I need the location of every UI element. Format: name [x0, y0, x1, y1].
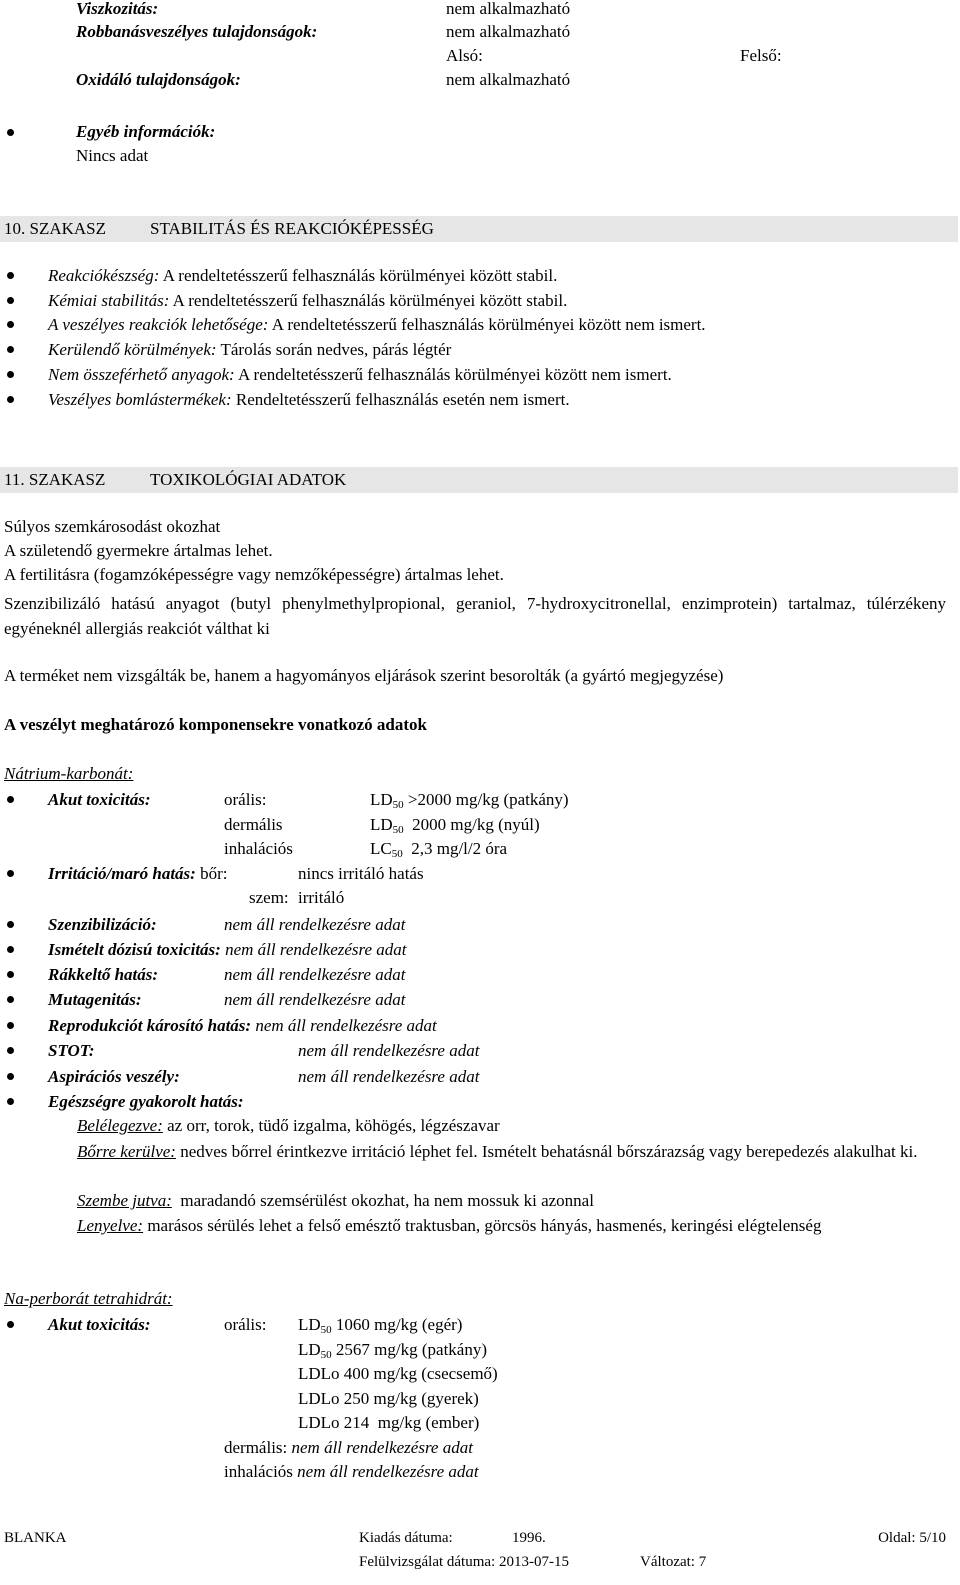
product-name: BLANKA: [4, 1530, 67, 1546]
health-effects-label: Egészségre gyakorolt hatás:: [48, 1092, 244, 1111]
mutagenicity-value: nem áll rendelkezésre adat: [224, 990, 406, 1009]
oral-value-3: LDLo 400 mg/kg (csecsemő): [298, 1364, 498, 1383]
stot-label: STOT:: [48, 1041, 95, 1060]
revision-date: Felülvizsgálat dátuma: 2013-07-15: [359, 1554, 569, 1570]
oral-value-5: LDLo 214 mg/kg (ember): [298, 1413, 480, 1432]
bullet-icon: [7, 272, 14, 279]
components-heading: A veszélyt meghatározó komponensekre vonatkozó adatok: [4, 715, 427, 734]
bullet-icon: [7, 946, 14, 953]
section-10-header: [0, 216, 958, 242]
skin-contact-row: Bőrre kerülve: nedves bőrrel érintkezve irritáció léphet fel. Ismételt behatásnál bőrszárazság vagy berepedezés alakulhat ki.: [77, 1142, 918, 1161]
list-item: Veszélyes bomlástermékek: Rendeltetésszerű felhasználás esetén nem ismert.: [48, 390, 570, 409]
inhalation-value: $LC_{50}$ 2,3 mg/l/2 óra: [370, 839, 508, 860]
sensitization-value: nem áll rendelkezésre adat: [224, 915, 406, 934]
oral-value-1: $LD_{50}$ 1060 mg/kg (egér): [298, 1315, 463, 1336]
route-oral: orális:: [224, 790, 267, 809]
irritation-row: Irritáció/maró hatás: bőr:: [48, 864, 228, 883]
text-line: A fertilitásra (fogamzóképességre vagy nemzőképességre) ártalmas lehet.: [4, 565, 504, 584]
section-11-header: [0, 467, 958, 493]
route-oral: orális:: [224, 1315, 267, 1334]
list-item: Kémiai stabilitás: A rendeltetésszerű felhasználás körülményei között stabil.: [48, 291, 568, 310]
bullet-icon: [7, 921, 14, 928]
eye-label: szem:: [249, 888, 289, 907]
list-item: Reakciókészség: A rendeltetésszerű felhasználás körülményei között stabil.: [48, 266, 558, 285]
route-inhalation: inhalációs: [224, 839, 293, 858]
upper-limit-label: Felső:: [740, 46, 782, 65]
bullet-icon: [7, 1047, 14, 1054]
page-number: Oldal: 5/10: [878, 1530, 946, 1546]
substance-name: Na-perborát tetrahidrát:: [4, 1289, 173, 1308]
oxidizing-value: nem alkalmazható: [446, 70, 571, 89]
oxidizing-label: Oxidáló tulajdonságok:: [76, 70, 241, 89]
explosive-value: nem alkalmazható: [446, 22, 571, 41]
bullet-icon: [7, 1022, 14, 1029]
bullet-icon: [7, 297, 14, 304]
explosive-label: Robbanásveszélyes tulajdonságok:: [76, 22, 318, 41]
bullet-icon: [7, 396, 14, 403]
oral-value-2: $LD_{50}$ 2567 mg/kg (patkány): [298, 1340, 488, 1361]
section-10-title: STABILITÁS ÉS REAKCIÓKÉPESSÉG: [150, 219, 434, 238]
bullet-icon: [7, 346, 14, 353]
carcinogenicity-label: Rákkeltő hatás:: [48, 965, 159, 984]
sensitization-label: Szenzibilizáció:: [48, 915, 157, 934]
eye-value: irritáló: [298, 888, 345, 907]
carcinogenicity-value: nem áll rendelkezésre adat: [224, 965, 406, 984]
substance-name: Nátrium-karbonát:: [4, 764, 134, 783]
inhalation-row: inhalációs nem áll rendelkezésre adat: [224, 1462, 479, 1481]
list-item: Kerülendő körülmények: Tárolás során nedves, párás légtér: [48, 340, 452, 359]
bullet-icon: [7, 971, 14, 978]
dermal-row: dermális: nem áll rendelkezésre adat: [224, 1438, 473, 1457]
acute-toxicity-label: Akut toxicitás:: [48, 790, 151, 809]
issue-date-label: Kiadás dátuma:: [359, 1530, 453, 1546]
ingestion-row: Lenyelve: marásos sérülés lehet a felső emésztő traktusban, görcsös hányás, hasmenés, keringési elégtelenség: [77, 1216, 822, 1235]
bullet-icon: [7, 1321, 14, 1328]
bullet-icon: [7, 1098, 14, 1105]
version: Változat: 7: [640, 1554, 707, 1570]
bullet-icon: [7, 1073, 14, 1080]
aspiration-label: Aspirációs veszély:: [48, 1067, 180, 1086]
aspiration-value: nem áll rendelkezésre adat: [298, 1067, 480, 1086]
bullet-icon: [7, 321, 14, 328]
issue-date-value: 1996.: [512, 1530, 546, 1546]
acute-toxicity-label: Akut toxicitás:: [48, 1315, 151, 1334]
section-11-title: TOXIKOLÓGIAI ADATOK: [150, 470, 347, 489]
inhaled-row: Belélegezve: az orr, torok, tüdő izgalma, köhögés, légzészavar: [77, 1116, 500, 1135]
eye-contact-row: Szembe jutva: maradandó szemsérülést okozhat, ha nem mossuk ki azonnal: [77, 1191, 594, 1210]
reproductive-row: Reprodukciót károsító hatás: nem áll rendelkezésre adat: [48, 1016, 437, 1035]
lower-limit-label: Alsó:: [446, 46, 483, 65]
bullet-icon: [7, 371, 14, 378]
bullet-icon: [7, 996, 14, 1003]
oral-value-4: LDLo 250 mg/kg (gyerek): [298, 1389, 479, 1408]
text-line: Súlyos szemkárosodást okozhat: [4, 517, 221, 536]
bullet-icon: [7, 129, 14, 136]
bullet-icon: [7, 870, 14, 877]
text-line: A születendő gyermekre ártalmas lehet.: [4, 541, 273, 560]
dermal-value: $LD_{50}$ 2000 mg/kg (nyúl): [370, 815, 540, 836]
section-10-number: 10. SZAKASZ: [4, 219, 107, 238]
viscosity-label: Viszkozitás:: [76, 0, 159, 18]
viscosity-value: nem alkalmazható: [446, 0, 571, 18]
other-info-label: Egyéb információk:: [76, 122, 216, 141]
list-item: Nem összeférhető anyagok: A rendeltetésszerű felhasználás körülményei között nem ismert.: [48, 365, 672, 384]
oral-value: $LD_{50} >2000$ mg/kg (patkány): [370, 790, 569, 811]
not-tested-note: A terméket nem vizsgálták be, hanem a hagyományos eljárások szerint besorolták (a gyártó megjegyzése): [4, 666, 724, 685]
stot-value: nem áll rendelkezésre adat: [298, 1041, 480, 1060]
mutagenicity-label: Mutagenitás:: [48, 990, 142, 1009]
bullet-icon: [7, 796, 14, 803]
repeated-dose-row: Ismételt dózisú toxicitás: nem áll rendelkezésre adat: [48, 940, 407, 959]
route-dermal: dermális: [224, 815, 283, 834]
skin-value: nincs irritáló hatás: [298, 864, 424, 883]
other-info-value: Nincs adat: [76, 146, 149, 165]
list-item: A veszélyes reakciók lehetősége: A rendeltetésszerű felhasználás körülményei között nem ismert.: [48, 315, 706, 334]
section-11-number: 11. SZAKASZ: [4, 470, 106, 489]
sensitizer-paragraph: Szenzibilizáló hatású anyagot (butyl phenylmethylpropional, geraniol, 7-hydroxycitronellal, enzimprotein) tartalmaz, túlérzékeny egyéneknél allergiás reakciót válthat ki: [4, 594, 946, 638]
